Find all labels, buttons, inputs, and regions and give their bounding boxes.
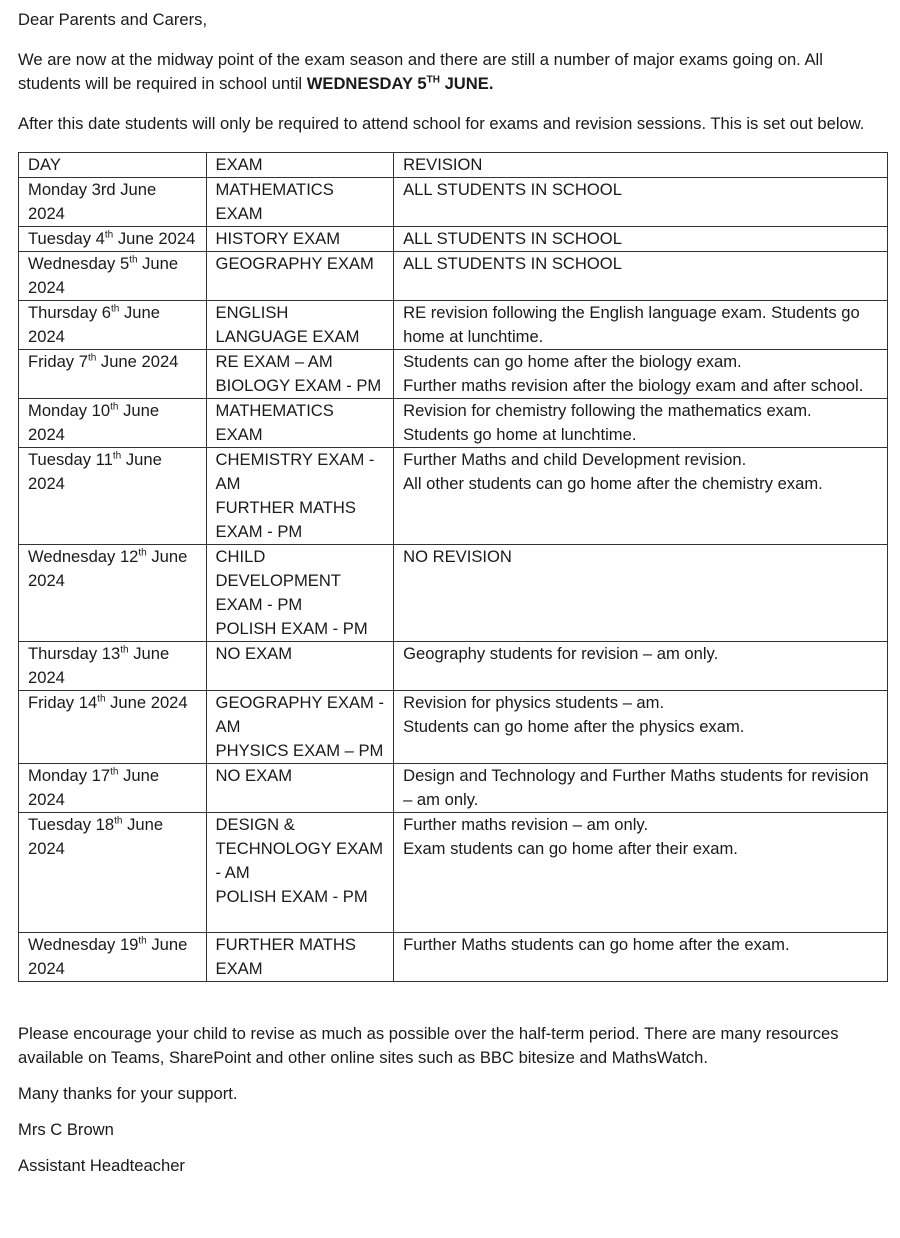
header-day: DAY — [19, 153, 207, 178]
cell-day: Tuesday 11th June 2024 — [19, 448, 207, 545]
table-row — [19, 933, 888, 982]
cell-revision: ALL STUDENTS IN SCHOOL — [394, 252, 888, 301]
table-row — [19, 301, 888, 350]
table-row — [19, 545, 888, 642]
cell-day: Monday 10th June 2024 — [19, 399, 207, 448]
cell-day: Friday 14th June 2024 — [19, 691, 207, 764]
letter — [18, 8, 888, 1190]
cell-day: Friday 7th June 2024 — [19, 350, 207, 399]
intro-date: WEDNESDAY 5TH JUNE. — [306, 74, 494, 93]
cell-revision: NO REVISION — [394, 545, 888, 642]
thanks: Many thanks for your support. — [18, 1084, 238, 1103]
table-row — [19, 691, 888, 764]
cell-day: Tuesday 18th June 2024 — [19, 813, 207, 933]
table-row — [19, 178, 888, 227]
intro-text: We are now at the midway point of the exam season and there are still a number of major exams going on. All students will be required in school until — [18, 50, 823, 93]
cell-revision: Geography students for revision – am only. — [394, 642, 888, 691]
schedule-intro: After this date students will only be required to attend school for exams and revision sessions. This is set out below. — [18, 114, 865, 133]
cell-exam: HISTORY EXAM — [206, 227, 394, 252]
header-revision: REVISION — [394, 153, 888, 178]
cell-exam: GEOGRAPHY EXAM — [206, 252, 394, 301]
cell-revision: Students can go home after the biology exam. Further maths revision after the biology exam and after school. — [394, 350, 888, 399]
cell-revision: Further Maths students can go home after the exam. — [394, 933, 888, 982]
cell-exam: NO EXAM — [206, 764, 394, 813]
cell-day: Monday 3rd June 2024 — [19, 178, 207, 227]
cell-exam: CHILD DEVELOPMENT EXAM - PM POLISH EXAM - PM — [206, 545, 394, 642]
closing — [18, 1022, 888, 1178]
cell-day: Thursday 6th June 2024 — [19, 301, 207, 350]
cell-revision: Revision for physics students – am. Students can go home after the physics exam. — [394, 691, 888, 764]
cell-exam: MATHEMATICS EXAM — [206, 178, 394, 227]
cell-exam: RE EXAM – AM BIOLOGY EXAM - PM — [206, 350, 394, 399]
table-row — [19, 448, 888, 545]
table-row — [19, 813, 888, 933]
cell-exam: CHEMISTRY EXAM - AM FURTHER MATHS EXAM - PM — [206, 448, 394, 545]
table-row — [19, 227, 888, 252]
cell-revision: Revision for chemistry following the mathematics exam. Students go home at lunchtime. — [394, 399, 888, 448]
cell-revision: Further maths revision – am only. Exam students can go home after their exam. — [394, 813, 888, 933]
exam-schedule-table — [18, 152, 888, 982]
signature-title: Assistant Headteacher — [18, 1156, 185, 1175]
cell-revision: RE revision following the English language exam. Students go home at lunchtime. — [394, 301, 888, 350]
table-row — [19, 252, 888, 301]
cell-exam: GEOGRAPHY EXAM - AM PHYSICS EXAM – PM — [206, 691, 394, 764]
salutation: Dear Parents and Carers, — [18, 10, 208, 29]
cell-day: Monday 17th June 2024 — [19, 764, 207, 813]
cell-exam: NO EXAM — [206, 642, 394, 691]
cell-revision: ALL STUDENTS IN SCHOOL — [394, 227, 888, 252]
intro-paragraph — [18, 48, 888, 96]
cell-day: Wednesday 19th June 2024 — [19, 933, 207, 982]
cell-exam: DESIGN & TECHNOLOGY EXAM - AM POLISH EXAM - PM — [206, 813, 394, 933]
table-row — [19, 642, 888, 691]
table-body — [19, 178, 888, 982]
cell-exam: MATHEMATICS EXAM — [206, 399, 394, 448]
table-row — [19, 764, 888, 813]
cell-day: Wednesday 5th June 2024 — [19, 252, 207, 301]
table-header-row — [19, 153, 888, 178]
signature-name: Mrs C Brown — [18, 1120, 114, 1139]
table-row — [19, 399, 888, 448]
cell-revision: Design and Technology and Further Maths students for revision – am only. — [394, 764, 888, 813]
revision-encouragement: Please encourage your child to revise as much as possible over the half-term period. There are many resources available on Teams, SharePoint and other online sites such as BBC bitesize and MathsWatch. — [18, 1024, 839, 1067]
cell-day: Wednesday 12th June 2024 — [19, 545, 207, 642]
cell-exam: ENGLISH LANGUAGE EXAM — [206, 301, 394, 350]
cell-day: Tuesday 4th June 2024 — [19, 227, 207, 252]
table-row — [19, 350, 888, 399]
header-exam: EXAM — [206, 153, 394, 178]
cell-revision: ALL STUDENTS IN SCHOOL — [394, 178, 888, 227]
cell-revision: Further Maths and child Development revision. All other students can go home after the chemistry exam. — [394, 448, 888, 545]
cell-day: Thursday 13th June 2024 — [19, 642, 207, 691]
cell-exam: FURTHER MATHS EXAM — [206, 933, 394, 982]
